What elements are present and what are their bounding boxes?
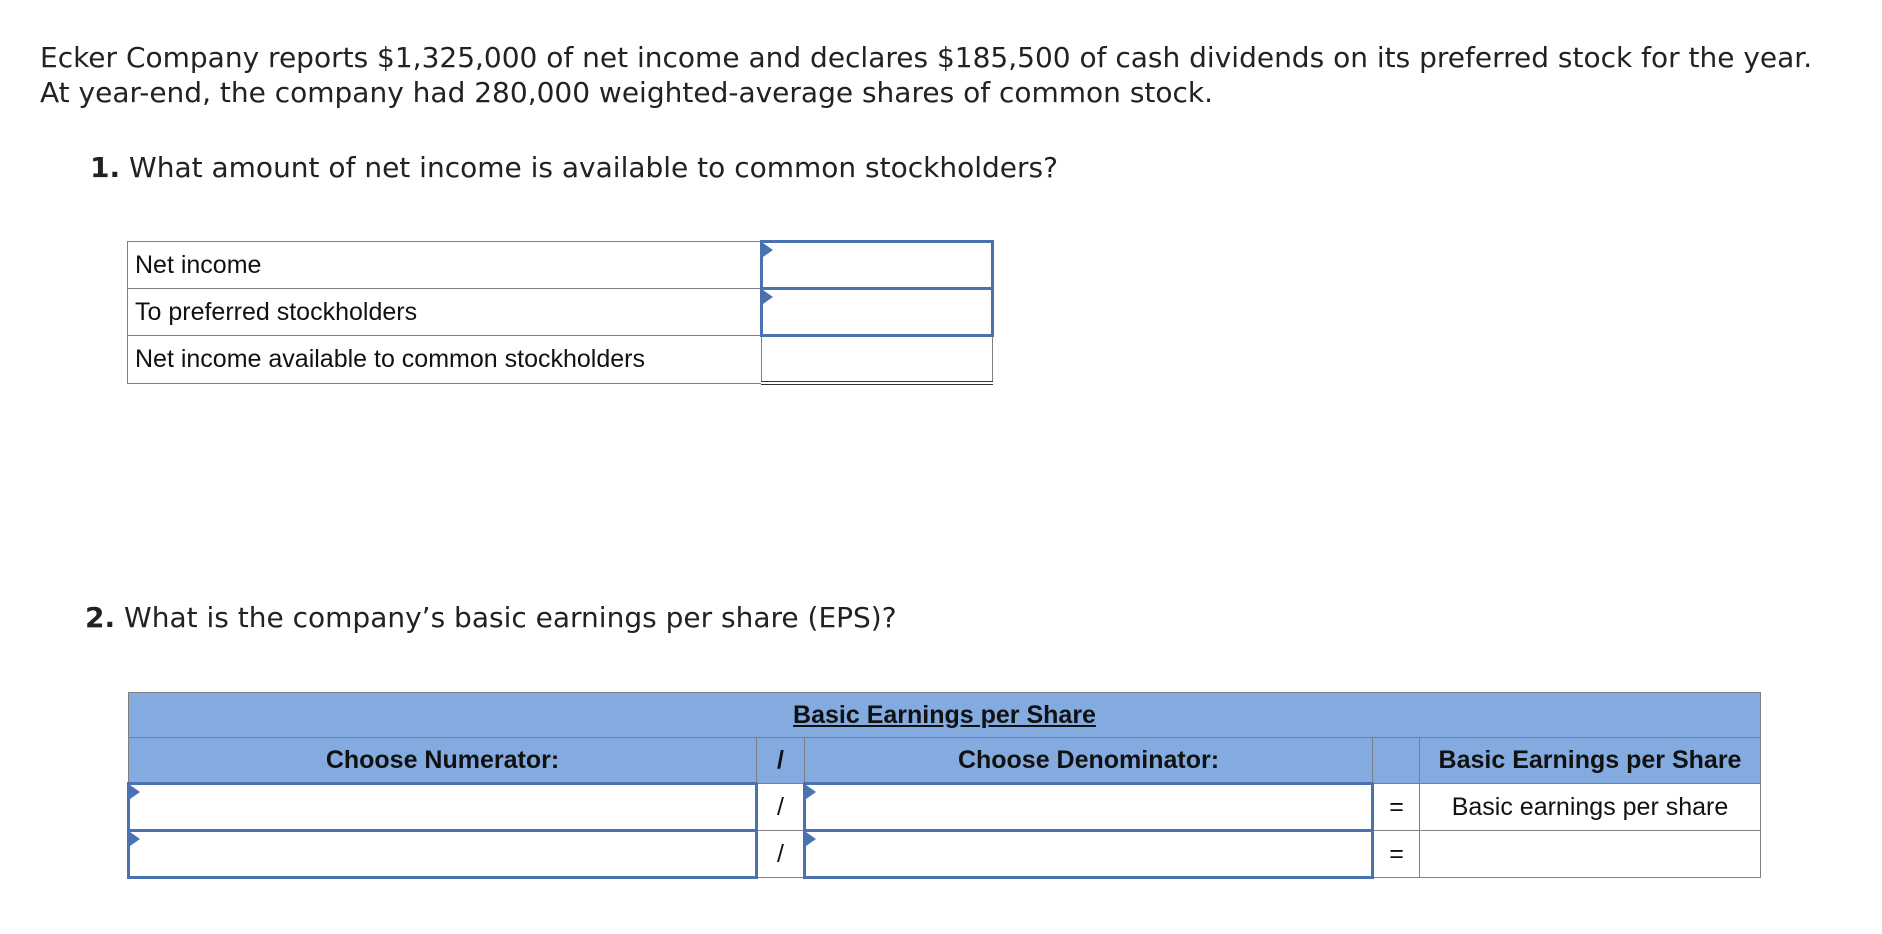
question-2-number: 2. <box>85 601 116 634</box>
eps-result-value <box>1420 831 1761 878</box>
denominator-dropdown[interactable] <box>805 784 1373 831</box>
equals-sign: = <box>1373 831 1420 878</box>
question-2 <box>85 600 897 635</box>
input-marker-icon <box>763 243 773 257</box>
divide-header: / <box>757 738 805 784</box>
table-row <box>128 336 993 384</box>
net-income-available-value <box>762 336 993 384</box>
numerator-input[interactable] <box>129 831 757 878</box>
numerator-dropdown[interactable] <box>129 784 757 831</box>
net-income-label: Net income <box>128 242 762 289</box>
divide-sign: / <box>757 831 805 878</box>
result-label: Basic earnings per share <box>1420 784 1761 831</box>
input-marker-icon <box>806 832 816 846</box>
question-1-number: 1. <box>90 151 121 184</box>
question-1-text: What amount of net income is available to common stockholders? <box>129 151 1058 184</box>
eps-title-row <box>129 693 1761 738</box>
problem-line-2: At year-end, the company had 280,000 weighted-average shares of common stock. <box>40 76 1214 109</box>
preferred-stockholders-label: To preferred stockholders <box>128 289 762 336</box>
table-row <box>129 784 1761 831</box>
input-marker-icon <box>806 785 816 799</box>
input-marker-icon <box>130 832 140 846</box>
input-marker-icon <box>130 785 140 799</box>
result-header: Basic Earnings per Share <box>1420 738 1761 784</box>
net-income-input[interactable] <box>762 242 993 289</box>
table-row <box>129 831 1761 878</box>
question-2-text: What is the company’s basic earnings per share (EPS)? <box>124 601 897 634</box>
equals-sign: = <box>1373 784 1420 831</box>
divide-sign: / <box>757 784 805 831</box>
table-row <box>128 242 993 289</box>
equals-header <box>1373 738 1420 784</box>
eps-table-title: Basic Earnings per Share <box>129 693 1761 738</box>
denominator-input[interactable] <box>805 831 1373 878</box>
table-row <box>128 289 993 336</box>
eps-table <box>127 692 1761 879</box>
input-marker-icon <box>763 290 773 304</box>
net-income-table <box>127 240 994 385</box>
problem-statement <box>40 40 1840 110</box>
net-income-available-label: Net income available to common stockholders <box>128 336 762 384</box>
numerator-header: Choose Numerator: <box>129 738 757 784</box>
denominator-header: Choose Denominator: <box>805 738 1373 784</box>
question-1 <box>90 150 1058 185</box>
eps-header-row <box>129 738 1761 784</box>
preferred-stockholders-input[interactable] <box>762 289 993 336</box>
problem-line-1: Ecker Company reports $1,325,000 of net income and declares $185,500 of cash dividends on its preferred stock for the year. <box>40 41 1813 74</box>
